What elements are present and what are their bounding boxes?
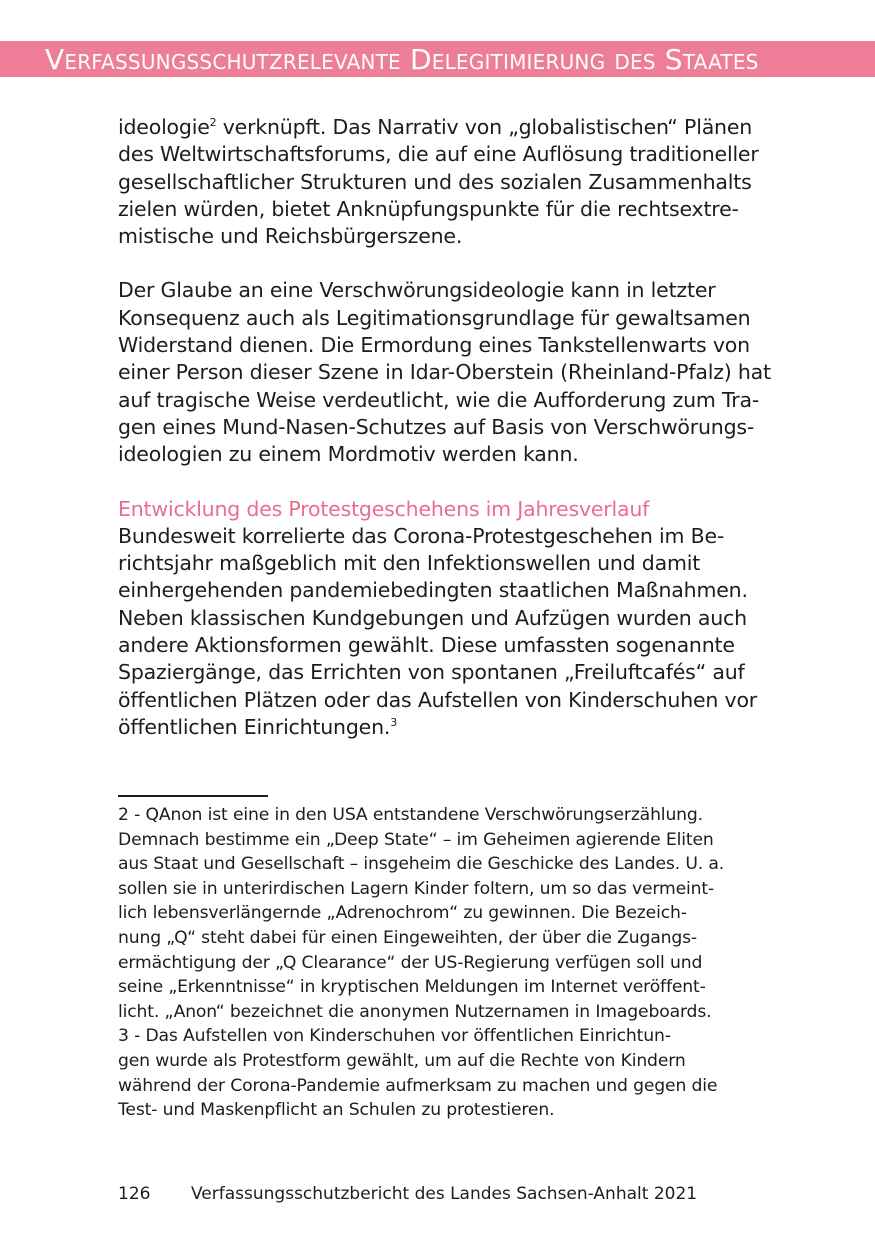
paragraph-2 [118,277,771,468]
footnote-line: Test- und Maskenpflicht an Schulen zu protestieren. [118,1100,555,1121]
footnote-line: aus Staat und Gesellschaft – insgeheim die Geschicke des Landes. U. a. [118,854,725,875]
text-line: gen eines Mund-Nasen-Schutzes auf Basis von Verschwörungs- [118,414,755,439]
text-line: andere Aktionsformen gewählt. Diese umfassten sogenannte [118,633,735,658]
page-footer [118,1182,697,1206]
text-line: Spaziergänge, das Errichten von spontanen „Freiluftcafés“ auf [118,660,745,685]
footnote-line: gen wurde als Protestform gewählt, um auf die Rechte von Kindern [118,1050,686,1071]
main-content [118,114,771,741]
footnote-line: 3 - Das Aufstellen von Kinderschuhen vor öffentlichen Einrichtun- [118,1026,671,1047]
text-line: des Weltwirtschaftsforums, die auf eine Auflösung traditioneller [118,142,759,167]
footnote-line: seine „Erkenntnisse“ in kryptischen Meldungen im Internet veröffent- [118,977,706,998]
text-line: ideologien zu einem Mordmotiv werden kann. [118,442,579,467]
text-line: Bundesweit korrelierte das Corona-Protestgeschehen im Be- [118,523,725,548]
text-line [118,114,768,141]
footnote-3 [118,1024,768,1122]
paragraph-gap [118,250,768,277]
footnote-ref-2: 2 [209,116,217,129]
footnote-ref-3: 3 [390,715,397,729]
footnote-line: lich lebensverlängernde „Adrenochrom“ zu gewinnen. Die Bezeich- [118,903,687,924]
text-fragment: verknüpft. Das Narrativ von „globalistischen“ Plänen [216,115,753,139]
footnote-line: ermächtigung der „Q Clearance“ der US-Regierung verfügen soll und [118,952,703,973]
footnote-2 [118,803,768,1024]
page-number: 126 [118,1184,151,1204]
paragraph-3 [118,523,768,741]
footnote-line: sollen sie in unterirdischen Lagern Kinder foltern, um so das vermeint- [118,878,715,899]
footnote-line: nung „Q“ steht dabei für einen Eingeweihten, der über die Zugangs- [118,927,697,948]
text-line: auf tragische Weise verdeutlicht, wie die Aufforderung zum Tra- [118,387,760,412]
section-subheading: Entwicklung des Protestgeschehens im Jahresverlauf [118,496,650,521]
footnote-line: Demnach bestimme ein „Deep State“ – im Geheimen agierende Eliten [118,829,714,850]
footnote-line: 2 - QAnon ist eine in den USA entstandene Verschwörungserzählung. [118,805,703,825]
text-fragment: ideologie [118,115,210,139]
text-line: Neben klassischen Kundgebungen und Aufzügen wurden auch [118,605,747,630]
footnotes [118,803,768,1123]
footnote-line: licht. „Anon“ bezeichnet die anonymen Nutzernamen in Imageboards. [118,1001,712,1022]
text-line: öffentlichen Plätzen oder das Aufstellen von Kinderschuhen vor [118,687,758,712]
footnote-line: während der Corona-Pandemie aufmerksam zu machen und gegen die [118,1075,718,1096]
footnote-divider [118,795,268,797]
paragraph-1 [118,114,768,250]
text-line: Konsequenz auch als Legitimationsgrundlage für gewaltsamen [118,305,751,330]
publication-title: Verfassungsschutzbericht des Landes Sachsen-Anhalt 2021 [191,1184,698,1204]
text-line: einer Person dieser Szene in Idar-Oberstein (Rheinland-Pfalz) hat [118,360,771,385]
text-line: Widerstand dienen. Die Ermordung eines Tankstellenwarts von [118,333,750,358]
text-line: mistische und Reichsbürgerszene. [118,224,463,249]
text-line: gesellschaftlicher Strukturen und des sozialen Zusammenhalts [118,169,752,194]
text-line: Der Glaube an eine Verschwörungsideologie kann in letzter [118,278,716,303]
chapter-title: Verfassungsschutzrelevante Delegitimierung des Staates [45,43,759,76]
text-line: richtsjahr maßgeblich mit den Infektionswellen und damit [118,551,701,576]
chapter-header-band [0,41,875,77]
text-line [118,714,768,741]
text-line: einhergehenden pandemiebedingten staatlichen Maßnahmen. [118,578,748,603]
text-fragment: öffentlichen Einrichtungen. [118,714,391,739]
text-line: zielen würden, bietet Anknüpfungspunkte für die rechtsextre- [118,196,739,221]
paragraph-gap [118,469,768,496]
